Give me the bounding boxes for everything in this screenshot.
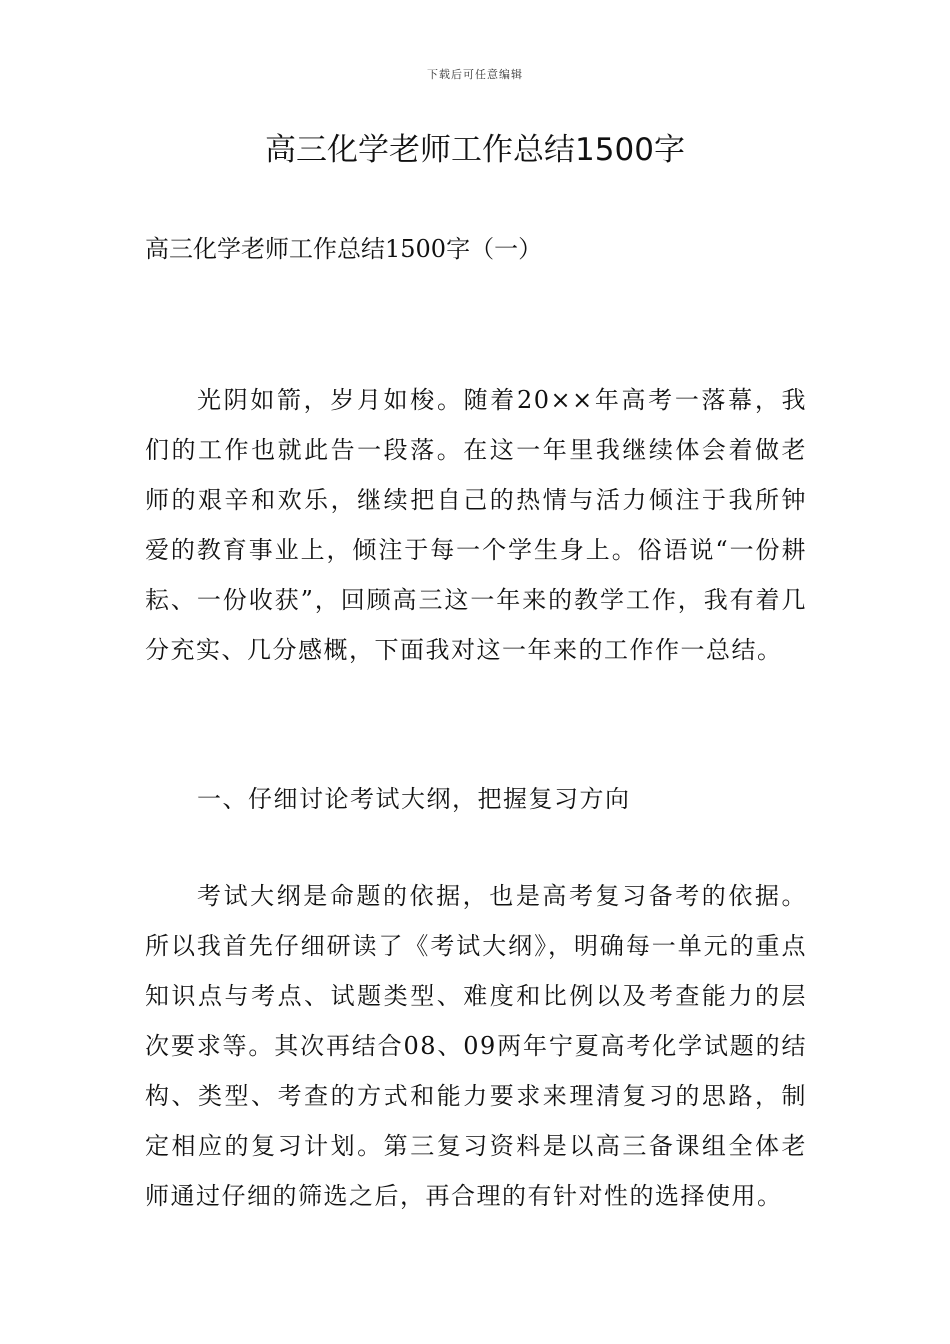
section-heading: 一、仔细讨论考试大纲，把握复习方向 (197, 785, 631, 813)
header-note: 下载后可任意编辑 (427, 68, 523, 81)
document-title: 高三化学老师工作总结1500字 (265, 132, 685, 168)
intro-paragraph: 光阴如箭，岁月如梭。随着20××年高考一落幕，我们的工作也就此告一段落。在这一年里我继续体会着做老师的艰辛和欢乐，继续把自己的热情与活力倾注于我所钟爱的教育事业上，倾注于每一个学生身上。俗语说“一份耕耘、一份收获”，回顾高三这一年来的教学工作，我有着几分充实、几分感概，下面我对这一年来的工作作一总结。 (145, 386, 807, 664)
document-subtitle: 高三化学老师工作总结1500字（一） (145, 235, 543, 263)
section-paragraph: 考试大纲是命题的依据，也是高考复习备考的依据。所以我首先仔细研读了《考试大纲》，明确每一单元的重点知识点与考点、试题类型、难度和比例以及考查能力的层次要求等。其次再结合08、09两年宁夏高考化学试题的结构、类型、考查的方式和能力要求来理清复习的思路，制定相应的复习计划。第三复习资料是以高三备课组全体老师通过仔细的筛选之后，再合理的有针对性的选择使用。 (145, 882, 807, 1210)
